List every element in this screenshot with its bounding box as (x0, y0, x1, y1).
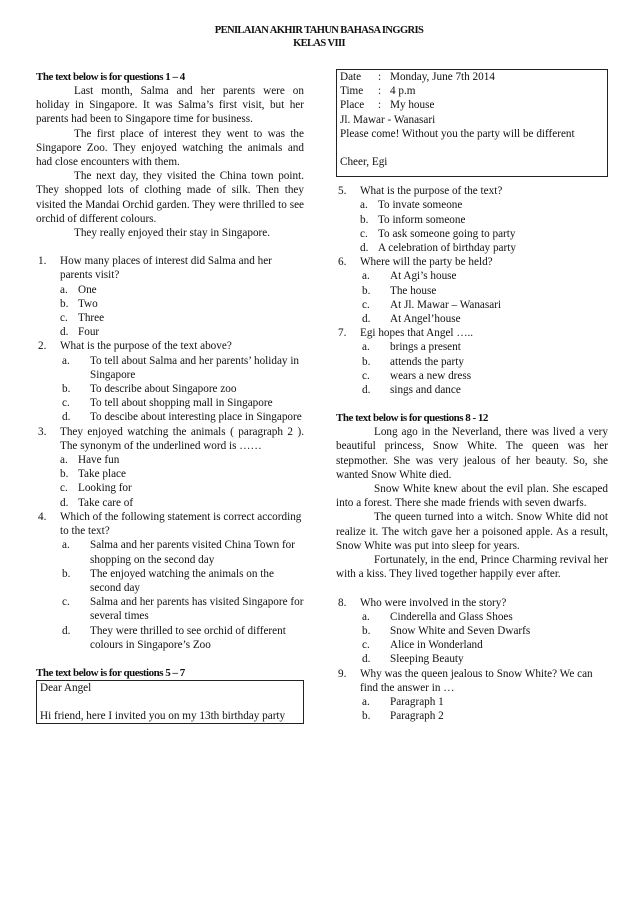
question-item (36, 339, 304, 424)
option-letter: b. (360, 213, 369, 226)
question-number: 2. (38, 340, 47, 353)
question-number: 6. (338, 256, 347, 269)
invitation-message: Please come! Without you the party will be different (340, 127, 575, 140)
reading-paragraph: The first place of interest they went to was the Singapore Zoo. They enjoyed watching the animals and had close encounters with them. (36, 127, 304, 169)
option-item (60, 467, 304, 481)
option-item (60, 538, 304, 566)
question-number: 1. (38, 255, 47, 268)
question-number: 8. (338, 596, 347, 609)
option-letter: b. (62, 383, 71, 396)
option-letter: a. (62, 354, 70, 367)
option-letter: b. (62, 567, 71, 580)
option-item (360, 369, 608, 383)
invitation-box-continued (336, 69, 608, 177)
question-list (336, 596, 608, 724)
question-text: Where will the party be held? (360, 256, 493, 269)
option-letter: b. (362, 710, 371, 723)
option-letter: d. (60, 496, 69, 509)
option-letter: b. (362, 355, 371, 368)
option-item (60, 496, 304, 510)
question-item (336, 326, 608, 397)
option-letter: c. (360, 227, 368, 240)
option-letter: d. (362, 313, 371, 326)
option-item (360, 638, 608, 652)
option-letter: c. (60, 312, 68, 325)
question-list (336, 184, 608, 397)
left-column (36, 70, 304, 724)
option-text: To descibe about interesting place in Singapore (90, 411, 302, 424)
option-text: To inform someone (378, 213, 466, 226)
reading-paragraph: Last month, Salma and her parents were on holiday in Singapore. It was Salma’s first visit, but her parents had been to Singapore time for business. (36, 85, 304, 126)
option-text: A celebration of birthday party (378, 242, 516, 255)
question-item (336, 596, 608, 667)
invitation-address: Jl. Mawar - Wanasari (340, 113, 436, 126)
option-text: Four (78, 326, 100, 339)
option-letter: d. (62, 411, 71, 424)
question-text: Egi hopes that Angel ….. (360, 327, 474, 340)
option-letter: c. (62, 397, 70, 410)
option-item (60, 396, 304, 410)
option-item (60, 297, 304, 311)
question-number: 7. (338, 327, 347, 340)
reading-paragraph: Snow White knew about the evil plan. She escaped into a forest. There she made friends with seven dwarfs. (336, 483, 608, 510)
option-text: To describe about Singapore zoo (90, 383, 237, 396)
option-letter: a. (60, 454, 68, 467)
question-text: Why was the queen jealous to Snow White? We can find the answer in … (360, 667, 593, 694)
option-text: At Angel’house (390, 313, 461, 326)
option-list (60, 453, 304, 510)
reading-paragraph: The queen turned into a witch. Snow White did not realize it. The witch gave her a poisoned apple. As a result, Snow White was put into sleep for years. (336, 511, 608, 552)
option-item (60, 410, 304, 424)
option-item (60, 311, 304, 325)
option-item (360, 624, 608, 638)
exam-title: PENILAIAN AKHIR TAHUN BAHASA INGGRIS (214, 25, 424, 36)
invitation-box-start (36, 680, 304, 724)
option-text: The enjoyed watching the animals on the second day (90, 567, 274, 594)
option-letter: a. (62, 539, 70, 552)
option-text: To tell about Salma and her parents’ holiday in Singapore (90, 354, 300, 381)
option-item (60, 624, 304, 652)
option-item (60, 283, 304, 297)
detail-key: Time (340, 85, 364, 98)
option-letter: d. (62, 624, 71, 637)
section-heading: The text below is for questions 5 – 7 (36, 666, 185, 679)
option-letter: c. (362, 369, 370, 382)
reading-paragraph: Fortunately, in the end, Prince Charming revival her with a kiss. They lived together happily ever after. (336, 554, 608, 581)
option-text: They were thrilled to see orchid of different colours in Singapore’s Zoo (90, 624, 286, 651)
option-text: At Jl. Mawar – Wanasari (390, 298, 502, 311)
option-letter: b. (362, 624, 371, 637)
option-item (360, 709, 608, 723)
option-item (60, 567, 304, 595)
option-text: Salma and her parents visited China Town for shopping on the second day (90, 539, 296, 566)
option-list (360, 269, 608, 326)
option-list (360, 198, 608, 255)
option-item (360, 695, 608, 709)
question-number: 3. (38, 425, 47, 438)
option-letter: b. (60, 297, 69, 310)
question-number: 5. (338, 185, 347, 198)
option-letter: d. (362, 384, 371, 397)
detail-key: Place (340, 99, 365, 112)
option-item (360, 269, 608, 283)
option-text: Looking for (78, 482, 132, 495)
option-list (60, 354, 304, 425)
option-item (360, 241, 608, 255)
option-letter: a. (362, 695, 370, 708)
exam-class: KELAS VIII (293, 38, 345, 49)
option-item (360, 298, 608, 312)
option-text: Cinderella and Glass Shoes (390, 610, 513, 623)
question-number: 4. (38, 510, 47, 523)
option-item (60, 325, 304, 339)
reading-paragraph: They really enjoyed their stay in Singapore. (74, 227, 271, 240)
option-text: Paragraph 2 (390, 710, 444, 723)
section-heading: The text below is for questions 8 - 12 (336, 412, 488, 425)
option-item (360, 652, 608, 666)
option-item (60, 354, 304, 382)
option-text: Sleeping Beauty (390, 653, 464, 666)
option-letter: b. (60, 468, 69, 481)
question-text: Who were involved in the story? (360, 596, 507, 609)
option-item (60, 453, 304, 467)
question-number: 9. (338, 667, 347, 680)
option-letter: d. (360, 242, 369, 255)
invitation-greeting: Dear Angel (40, 681, 92, 694)
reading-paragraph: Long ago in the Neverland, there was lived a very beautiful princess, Snow White. The queen was her stepmother. She was very jealous of her beauty. So, she wanted Snow White died. (336, 426, 608, 481)
option-text: Three (78, 312, 105, 325)
question-text: What is the purpose of the text? (360, 185, 503, 198)
option-letter: a. (60, 283, 68, 296)
option-text: At Agi’s house (390, 270, 457, 283)
option-text: To invate someone (378, 199, 463, 212)
option-item (60, 595, 304, 623)
option-text: brings a present (390, 341, 461, 354)
invitation-body: Hi friend, here I invited you on my 13th birthday party (40, 710, 286, 723)
option-text: Salma and her parents has visited Singapore for several times (90, 596, 304, 623)
question-list (36, 254, 304, 652)
question-item (336, 255, 608, 326)
option-letter: c. (62, 596, 70, 609)
question-item (36, 510, 304, 652)
option-text: Have fun (78, 454, 120, 467)
option-text: Two (78, 297, 98, 310)
question-text: They enjoyed watching the animals ( paragraph 2 ). The synonym of the underlined word is …… (60, 425, 304, 452)
option-item (360, 340, 608, 354)
option-list (360, 695, 608, 723)
option-item (360, 355, 608, 369)
option-item (360, 610, 608, 624)
option-list (60, 538, 304, 652)
option-text: One (78, 283, 97, 296)
option-item (360, 198, 608, 212)
detail-value: 4 p.m (390, 85, 416, 98)
invitation-detail-row: Time : 4 p.m (340, 85, 416, 98)
detail-key: Date (340, 71, 362, 83)
option-item (360, 383, 608, 397)
option-letter: c. (362, 639, 370, 652)
option-text: Take care of (78, 496, 134, 509)
option-text: To ask someone going to party (378, 227, 516, 240)
option-list (60, 283, 304, 340)
option-text: Take place (78, 468, 126, 481)
option-letter: c. (60, 482, 68, 495)
option-text: Alice in Wonderland (390, 639, 483, 652)
option-text: wears a new dress (390, 369, 472, 382)
invitation-detail-row: Place : My house (340, 99, 435, 112)
option-text: Paragraph 1 (390, 695, 444, 708)
detail-value: My house (390, 99, 435, 112)
question-item (36, 254, 304, 339)
option-item (360, 312, 608, 326)
question-text: What is the purpose of the text above? (60, 340, 232, 353)
option-letter: a. (362, 341, 370, 354)
option-item (360, 213, 608, 227)
right-column (336, 69, 608, 723)
invitation-detail-row: Date : Monday, June 7th 2014 (340, 71, 495, 83)
option-list (360, 340, 608, 397)
option-letter: a. (360, 199, 368, 212)
question-item (36, 425, 304, 510)
option-letter: a. (362, 610, 370, 623)
option-text: To tell about shopping mall in Singapore (90, 397, 273, 410)
option-list (360, 610, 608, 667)
question-item (336, 184, 608, 255)
reading-paragraph: The next day, they visited the China town point. They shopped lots of clothing made of silk. Then they visited the Mandai Orchid garden. They were thrilled to see orchid of different colours. (36, 170, 304, 225)
option-item (360, 227, 608, 241)
question-item (336, 667, 608, 724)
invitation-closing: Cheer, Egi (340, 156, 388, 169)
option-text: attends the party (390, 355, 464, 368)
option-letter: b. (362, 284, 371, 297)
option-text: The house (390, 284, 437, 297)
question-text: Which of the following statement is correct according to the text? (60, 510, 302, 538)
section-heading: The text below is for questions 1 – 4 (36, 71, 185, 83)
option-item (60, 481, 304, 495)
question-text: How many places of interest did Salma and her parents visit? (60, 255, 272, 282)
option-letter: d. (60, 326, 69, 339)
option-letter: a. (362, 270, 370, 283)
option-letter: c. (362, 298, 370, 311)
option-text: sings and dance (390, 384, 461, 397)
detail-value: Monday, June 7th 2014 (390, 71, 495, 83)
option-item (360, 284, 608, 298)
option-letter: d. (362, 653, 371, 666)
option-text: Snow White and Seven Dwarfs (390, 624, 531, 637)
option-item (60, 382, 304, 396)
